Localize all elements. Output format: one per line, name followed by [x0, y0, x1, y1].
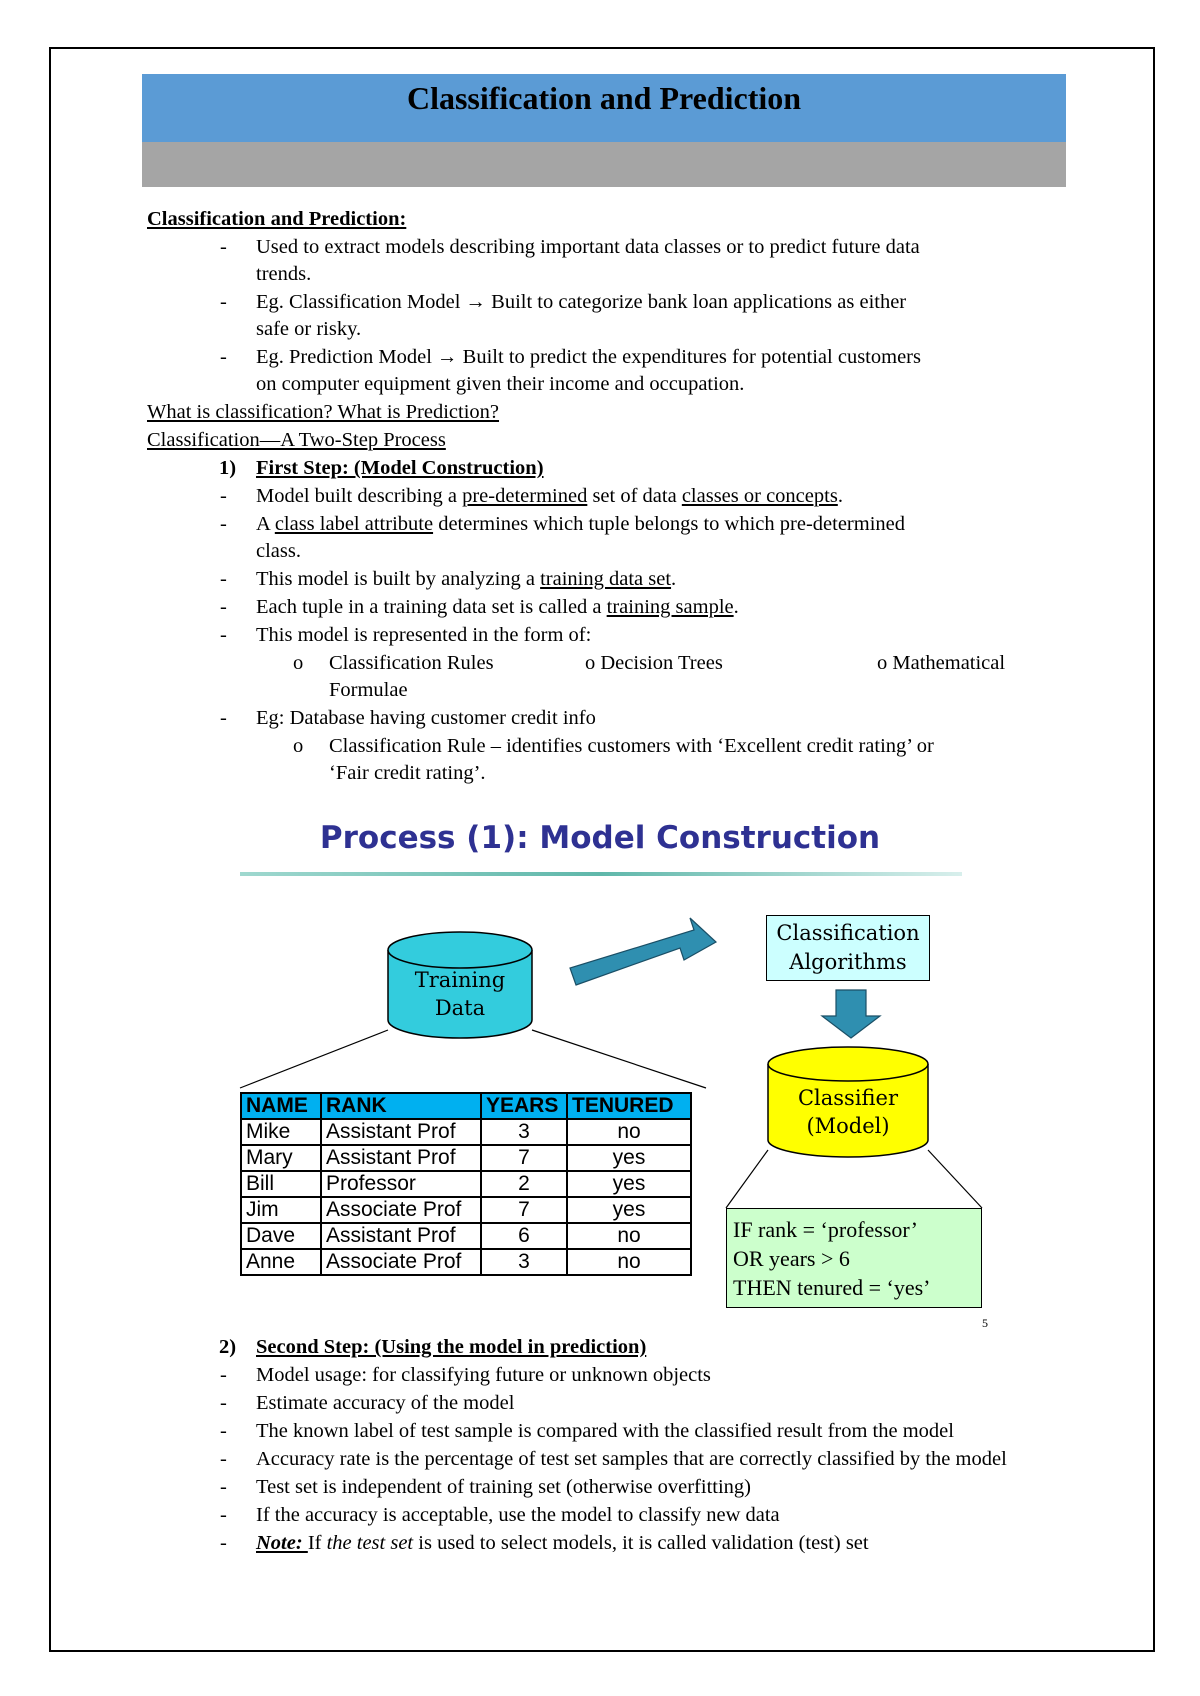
step2-heading: Second Step: (Using the model in prediction) [256, 1336, 647, 1358]
step1-bullet-2-cont: class. [256, 540, 301, 562]
cell-rank: Associate Prof [321, 1197, 481, 1223]
bullet-dash: - [220, 1392, 227, 1414]
note-label: Note: [256, 1532, 308, 1554]
cell-rank: Assistant Prof [321, 1223, 481, 1249]
down-arrow-icon [822, 990, 880, 1038]
step1-bullet-6: Eg: Database having customer credit info [256, 707, 596, 729]
table-row [241, 1249, 691, 1275]
intro-bullet-1-cont: trends. [256, 263, 312, 285]
step2-number: 2) [219, 1336, 237, 1358]
text-run: . [837, 485, 843, 507]
form-formulae-cont: Formulae [329, 679, 408, 701]
cell-name: Anne [241, 1249, 321, 1275]
cell-years: 7 [481, 1145, 567, 1171]
rule-line-1: IF rank = ‘professor’ [733, 1217, 918, 1242]
intro-bullet-2: Eg. Classification Model → Built to categorize bank loan applications as either [256, 291, 907, 313]
cell-name: Mike [241, 1119, 321, 1145]
header-years: YEARS [481, 1093, 567, 1119]
text-run: This model is built by analyzing a [256, 568, 541, 590]
bullet-dash: - [220, 1532, 227, 1554]
text-run: Each tuple in a training data set is called a [256, 596, 607, 618]
step2-bullet-1: Model usage: for classifying future or unknown objects [256, 1364, 711, 1386]
intro-bullet-3: Eg. Prediction Model → Built to predict the expenditures for potential customers [256, 346, 921, 368]
rule-line-3: THEN tenured = ‘yes’ [733, 1275, 931, 1300]
classifier-label [778, 1084, 918, 1140]
cell-rank: Associate Prof [321, 1249, 481, 1275]
bullet-dash: - [220, 236, 227, 258]
training-data-label [404, 966, 516, 1022]
rule-box [726, 1208, 982, 1308]
step2-bullet-4: Accuracy rate is the percentage of test set samples that are correctly classified by the model [256, 1448, 1007, 1470]
cell-years: 3 [481, 1249, 567, 1275]
header-tenured: TENURED [567, 1093, 691, 1119]
connector-line [928, 1150, 982, 1208]
cell-tenured: yes [567, 1197, 691, 1223]
bullet-dash: - [220, 707, 227, 729]
table-row [241, 1145, 691, 1171]
cell-years: 2 [481, 1171, 567, 1197]
process-arrow-icon [570, 918, 716, 985]
text-run: is used to select models, it is called validation (test) set [413, 1532, 869, 1554]
cell-years: 6 [481, 1223, 567, 1249]
sub-bullet-o: o [293, 735, 304, 757]
classification-rule-cont: ‘Fair credit rating’. [329, 762, 486, 784]
form-decision-trees: o Decision Trees [585, 652, 723, 674]
text-run: . [671, 568, 677, 590]
step1-heading: First Step: (Model Construction) [256, 457, 544, 479]
cell-rank: Assistant Prof [321, 1119, 481, 1145]
table-row [241, 1197, 691, 1223]
bullet-dash: - [220, 1504, 227, 1526]
table-row [241, 1171, 691, 1197]
text-run: A [256, 513, 275, 535]
cell-tenured: yes [567, 1145, 691, 1171]
underlined-term: class label attribute [274, 513, 434, 535]
form-classification-rules: Classification Rules [329, 652, 494, 674]
cell-tenured: no [567, 1223, 691, 1249]
italic-term: the test set [326, 1532, 414, 1554]
connector-line [532, 1030, 706, 1088]
bullet-dash: - [220, 568, 227, 590]
table-row [241, 1119, 691, 1145]
rule-line-2: OR years > 6 [733, 1246, 850, 1271]
table-row [241, 1223, 691, 1249]
bullet-dash: - [220, 513, 227, 535]
underlined-term: pre-determined [462, 485, 588, 507]
bullet-dash: - [220, 346, 227, 368]
classifier-label-line1: Classifier [797, 1086, 899, 1110]
cell-name: Mary [241, 1145, 321, 1171]
training-data-table [240, 1092, 692, 1276]
intro-bullet-2-cont: safe or risky. [256, 318, 362, 340]
step2-bullet-6: If the accuracy is acceptable, use the model to classify new data [256, 1504, 780, 1526]
cell-name: Jim [241, 1197, 321, 1223]
algo-label-line1: Classification [776, 921, 920, 945]
step2-bullet-2: Estimate accuracy of the model [256, 1392, 515, 1414]
intro-bullet-3-cont: on computer equipment given their income and occupation. [256, 373, 745, 395]
text-run: set of data [587, 485, 682, 507]
classification-algorithms-box [766, 915, 930, 981]
text-run: determines which tuple belongs to which pre-determined [433, 513, 905, 535]
classification-rule-line: Classification Rule – identifies customers with ‘Excellent credit rating’ or [329, 735, 934, 757]
cell-years: 7 [481, 1197, 567, 1223]
diagram-title: Process (1): Model Construction [319, 820, 881, 856]
bullet-dash: - [220, 1420, 227, 1442]
connector-line [726, 1150, 768, 1208]
bullet-dash: - [220, 1448, 227, 1470]
cell-rank: Professor [321, 1171, 481, 1197]
cell-tenured: no [567, 1119, 691, 1145]
underlined-term: training data set [540, 568, 672, 590]
underlined-term: classes or concepts [681, 485, 838, 507]
text-run: Model built describing a [256, 485, 463, 507]
classifier-label-line2: (Model) [806, 1114, 890, 1138]
bullet-dash: - [220, 1364, 227, 1386]
step1-bullet-5: This model is represented in the form of: [256, 624, 592, 646]
slide-number: 5 [982, 1316, 988, 1330]
text-run: If [307, 1532, 327, 1554]
bullet-dash: - [220, 596, 227, 618]
bullet-dash: - [220, 291, 227, 313]
cell-years: 3 [481, 1119, 567, 1145]
bullet-dash: - [220, 485, 227, 507]
page-title: Classification and Prediction [406, 80, 802, 116]
algo-label-line2: Algorithms [789, 950, 907, 974]
cell-tenured: yes [567, 1171, 691, 1197]
process-line: Classification—A Two-Step Process [147, 429, 446, 451]
cell-name: Bill [241, 1171, 321, 1197]
cell-name: Dave [241, 1223, 321, 1249]
form-mathematical: o Mathematical [877, 652, 1006, 674]
bullet-dash: - [220, 1476, 227, 1498]
table-header-row [241, 1093, 691, 1119]
step2-note [256, 1530, 869, 1556]
header-name: NAME [241, 1093, 321, 1119]
step2-bullet-5: Test set is independent of training set (otherwise overfitting) [256, 1476, 751, 1498]
underlined-term: training sample [606, 596, 734, 618]
sub-bullet-o: o [293, 652, 304, 674]
cell-rank: Assistant Prof [321, 1145, 481, 1171]
training-label-line1: Training [414, 968, 506, 992]
training-label-line2: Data [434, 996, 486, 1020]
intro-heading: Classification and Prediction: [147, 208, 407, 230]
text-run: . [733, 596, 739, 618]
step1-number: 1) [219, 457, 237, 479]
intro-bullet-1: Used to extract models describing important data classes or to predict future data [256, 236, 920, 258]
header-rank: RANK [321, 1093, 481, 1119]
question-line: What is classification? What is Prediction? [147, 401, 500, 423]
cell-tenured: no [567, 1249, 691, 1275]
bullet-dash: - [220, 624, 227, 646]
step2-bullet-3: The known label of test sample is compared with the classified result from the model [256, 1420, 954, 1442]
connector-line [240, 1030, 388, 1088]
